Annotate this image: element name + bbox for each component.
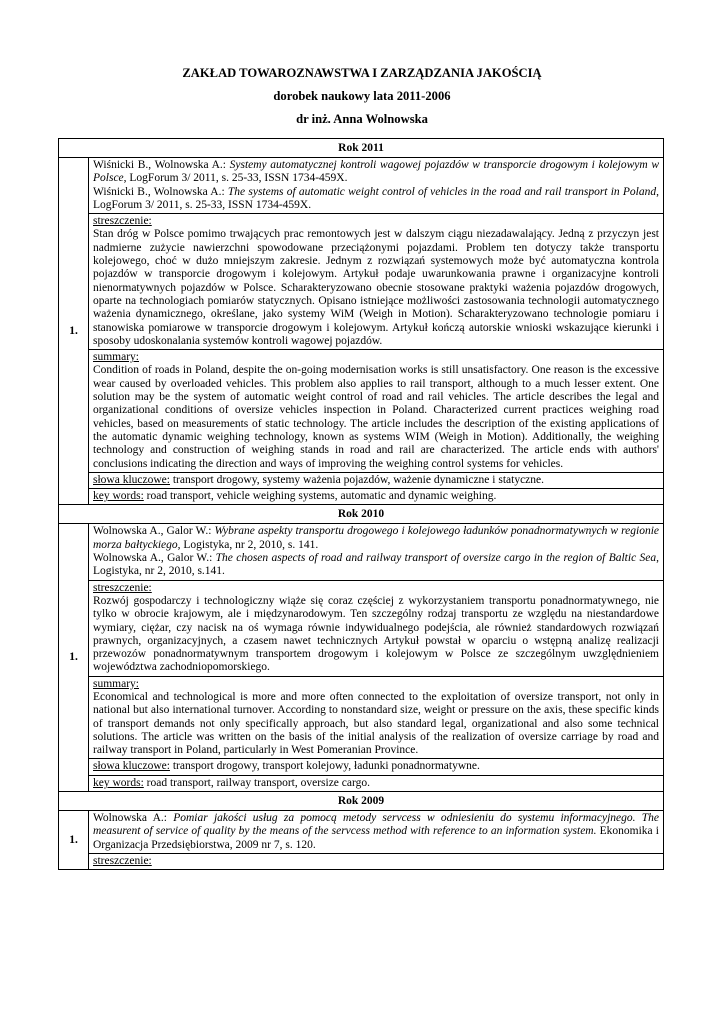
table-row (59, 853, 664, 869)
entry-number: 1. (59, 524, 89, 792)
year-row-2009 (59, 792, 664, 811)
keywords-pl-cell (89, 472, 664, 488)
table-row (59, 811, 664, 854)
entry-number: 1. (59, 811, 89, 870)
keywords-pl-text: transport drogowy, systemy ważenia pojazdów, ważenie dynamiczne i statyczne. (169, 473, 545, 486)
institution-title: ZAKŁAD TOWAROZNAWSTWA I ZARZĄDZANIA JAKOŚCIĄ (182, 66, 542, 80)
summary-cell (89, 350, 664, 473)
abstract-cell (89, 214, 664, 350)
table-row (59, 524, 664, 580)
abstract-label: streszczenie: (93, 854, 152, 867)
table-row (59, 472, 664, 488)
keywords-en-cell (89, 489, 664, 505)
summary-label: summary: (93, 351, 139, 364)
reference-entry: Wolnowska A.: Pomiar jakości usług za pomocą metody servcess w odniesieniu do systemu informacyjnego. The measurent of service of quality by the means of the servcess method with reference to an information system. Ekonomika i Organizacja Przedsiębiorstwa, 2009 nr 7, s. 120. (93, 812, 659, 851)
reference-cell (89, 158, 664, 214)
keywords-pl-label: słowa kluczowe: (93, 473, 170, 486)
keywords-pl-label: słowa kluczowe: (93, 760, 170, 773)
year-row-2010 (59, 505, 664, 524)
year-heading: Rok 2011 (59, 139, 664, 158)
entry-number: 1. (59, 158, 89, 505)
reference-entry: Wolnowska A., Galor W.: The chosen aspects of road and railway transport of oversize cargo in the region of Baltic Sea, Logistyka, nr 2, 2010, s.141. (93, 552, 659, 578)
abstract-label: streszczenie: (93, 215, 152, 228)
abstract-label: streszczenie: (93, 581, 152, 594)
keywords-pl-text: transport drogowy, transport kolejowy, ładunki ponadnormatywne. (169, 760, 480, 773)
keywords-pl-cell (89, 759, 664, 775)
keywords-en-label: key words: (93, 490, 144, 503)
keywords-en-label: key words: (93, 776, 144, 789)
table-row (59, 489, 664, 505)
document-subtitle: dorobek naukowy lata 2011-2006 (273, 89, 451, 103)
summary-text: Economical and technological is more and more often connected to the exploitation of oversize transport, not only in national but also international turnover. According to nonstandard size, weight or pressure on the axis, these specific kinds of transport demands not only specifically approach, but also standard legal, organizational and also some technical solutions. The article was written on the basis of the initial analysis of the realization of oversize carriage by road and railway transport in Poland, particularly in West Pomeranian Province. (93, 690, 659, 757)
table-row (59, 350, 664, 473)
table-row (59, 676, 664, 759)
reference-cell (89, 811, 664, 854)
abstract-text: Stan dróg w Polsce pomimo trwających prac remontowych jest w dalszym ciągu niezadawalający. Jedną z przyczyn jest nadmierne zużycie nawierzchni spowodowane przeciążonymi pojazdami. Problem ten dotyczy także transportu kolejowego, choć w dużo mniejszym zakresie. Jednym z rozwiązań systemowych może być automatyczna kontrola pojazdów w transporcie drogowym i kolejowym. Artykuł podaje uwarunkowania prawne i organizacyjne kontroli nienormatywnych pojazdów w Polsce. Scharakteryzowano obecnie stosowane praktyki ważenia pojazdów drogowych, oparte na technologiach pomiarów statycznych. Opisano istniejące możliwości zastosowania technologii automatycznego ważenia dynamicznego, określane, jako systemy WiM (Weigh in Motion). Scharakteryzowano technologie pomiaru i stanowiska pomiarowe w transporcie drogowym i kolejowym. Artykuł kończą autorskie wnioski wskazujące kierunki i sposoby udoskonalania systemów kontroli wagowej pojazdów. (93, 228, 659, 347)
summary-text: Condition of roads in Poland, despite the on-going modernisation works is still unsatisfactory. One reason is the excessive wear caused by overloaded vehicles. This problem also applies to rail transport, although to a much lesser extent. One solution may be the system of automatic weight control of road and rail vehicles. The article describes the legal and organizational conditions of oversize vehicles inspection in Poland. Characterized current practices weighing road vehicles, based on measurements of static technology. The article includes the description of the existing applications of the automatic dynamic weighing technology, known as systems WIM (Weigh in Motion). Additionally, the weighing technology and construction of weighing stands in road and rail are characterized. The article ends with authors' conclusions indicating the direction and ways of improving the weighing control systems for vehicles. (93, 364, 659, 470)
abstract-text: Rozwój gospodarczy i technologiczny wiąże się coraz częściej z wykorzystaniem transportu ponadnormatywnego, nie tylko w obrocie krajowym, ale i międzynarodowym. Ten szczególny rodzaj transportu ze względu na niestandardowe wymiary, ciężar, czy nacisk na oś wymaga równie indywidualnego podejścia, ale również standardowych rozwiązań prawnych, organizacyjnych, a czasem nawet technicznych Artykuł powstał w oparciu o wstępną analizę realizacji przewozów ponadnormatywnym transportem drogowym i kolejowym w Polsce ze szczególnym uwzględnieniem województwa zachodniopomorskiego. (93, 594, 659, 674)
abstract-cell (89, 853, 664, 869)
table-row (59, 775, 664, 791)
year-heading: Rok 2009 (59, 792, 664, 811)
keywords-en-text: road transport, vehicle weighing systems, automatic and dynamic weighing. (143, 490, 497, 503)
author-name: dr inż. Anna Wolnowska (296, 112, 428, 126)
abstract-cell (89, 580, 664, 676)
summary-cell (89, 676, 664, 759)
reference-entry: Wiśnicki B., Wolnowska A.: The systems of automatic weight control of vehicles in the road and rail transport in Poland, LogForum 3/ 2011, s. 25-33, ISSN 1734-459X. (93, 185, 659, 211)
year-row-2011 (59, 139, 664, 158)
reference-cell (89, 524, 664, 580)
table-row (59, 214, 664, 350)
reference-entry: Wiśnicki B., Wolnowska A.: Systemy automatycznej kontroli wagowej pojazdów w transporcie drogowym i kolejowym w Polsce, LogForum 3/ 2011, s. 25-33, ISSN 1734-459X. (93, 159, 659, 185)
table-row (59, 580, 664, 676)
table-row (59, 759, 664, 775)
keywords-en-cell (89, 775, 664, 791)
table-row (59, 158, 664, 214)
summary-label: summary: (93, 677, 139, 690)
keywords-en-text: road transport, railway transport, oversize cargo. (143, 776, 370, 789)
reference-entry: Wolnowska A., Galor W.: Wybrane aspekty transportu drogowego i kolejowego ładunków ponadnormatywnych w regionie morza bałtyckiego, Logistyka, nr 2, 2010, s. 141. (93, 525, 659, 551)
publications-table (58, 138, 664, 870)
year-heading: Rok 2010 (59, 505, 664, 524)
